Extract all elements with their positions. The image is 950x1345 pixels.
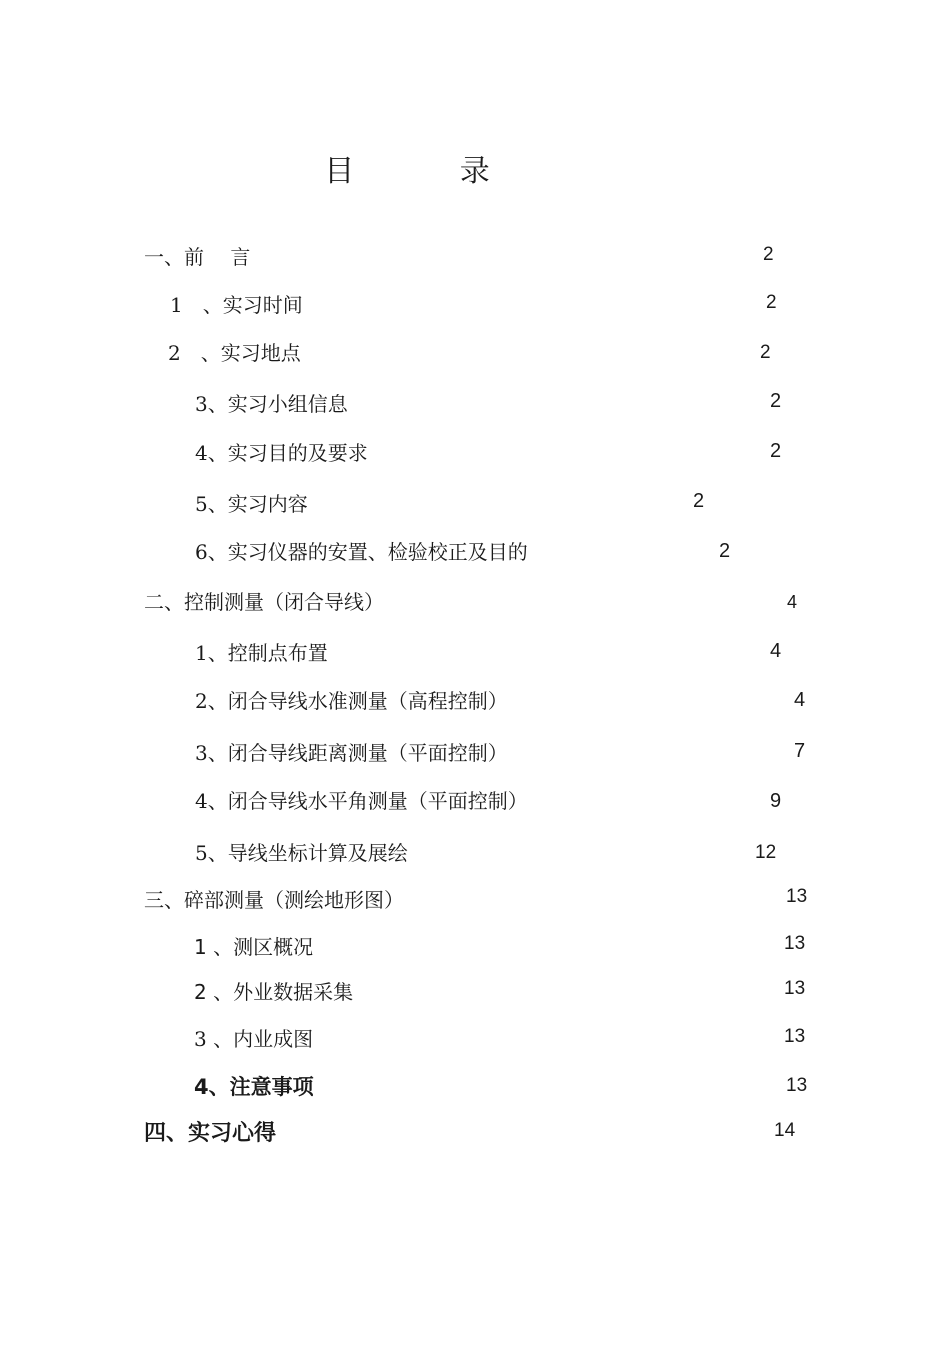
toc-entry-page: 13 bbox=[784, 933, 806, 954]
toc-entry-page: 13 bbox=[786, 886, 808, 907]
toc-entry-label: 二、控制测量（闭合导线） bbox=[144, 590, 384, 614]
toc-entry-label: 3、实习小组信息 bbox=[195, 392, 348, 416]
toc-entry-label: 1 、实习时间 bbox=[170, 293, 303, 317]
toc-entry-label: 1 、测区概况 bbox=[194, 935, 314, 959]
toc-entry-label: 4、闭合导线水平角测量（平面控制） bbox=[195, 789, 528, 813]
toc-entry-label: 3、闭合导线距离测量（平面控制） bbox=[195, 741, 508, 765]
toc-entry-page: 2 bbox=[719, 540, 731, 562]
toc-entry-label: 三、碎部测量（测绘地形图） bbox=[144, 888, 404, 912]
toc-title: 目 录 bbox=[324, 154, 538, 189]
toc-entry-label: 5、导线坐标计算及展绘 bbox=[195, 841, 408, 865]
toc-entry-page: 4 bbox=[787, 592, 798, 612]
toc-entry-page: 13 bbox=[784, 1026, 806, 1047]
toc-entry-label: 1、控制点布置 bbox=[195, 641, 328, 665]
toc-entry-label: 一、前 言 bbox=[144, 245, 251, 269]
toc-entry-page: 4 bbox=[770, 640, 782, 662]
toc-entry-label: 6、实习仪器的安置、检验校正及目的 bbox=[195, 540, 528, 564]
toc-entry-page: 2 bbox=[760, 342, 771, 363]
toc-entry-page: 14 bbox=[774, 1120, 796, 1141]
toc-entry-label: 4、注意事项 bbox=[194, 1075, 314, 1099]
toc-entry-page: 2 bbox=[763, 244, 774, 265]
toc-entry-label: 四、实习心得 bbox=[144, 1121, 277, 1146]
toc-entry-page: 4 bbox=[794, 689, 806, 711]
toc-entry-label: 5、实习内容 bbox=[195, 492, 308, 516]
toc-entry-page: 9 bbox=[770, 790, 782, 812]
toc-entry-label: 2 、实习地点 bbox=[168, 341, 301, 365]
toc-entry-page: 2 bbox=[770, 390, 782, 412]
toc-entry-page: 2 bbox=[770, 440, 782, 462]
toc-entry-label: 4、实习目的及要求 bbox=[195, 441, 368, 465]
toc-entry-page: 12 bbox=[755, 842, 777, 863]
toc-entry-label: 2 、外业数据采集 bbox=[194, 980, 354, 1004]
toc-entry-label: 3 、内业成图 bbox=[194, 1027, 314, 1051]
toc-entry-page: 13 bbox=[784, 978, 806, 999]
toc-entry-page: 2 bbox=[766, 292, 777, 313]
toc-entry-page: 13 bbox=[786, 1075, 808, 1096]
toc-entry-label: 2、闭合导线水准测量（高程控制） bbox=[195, 689, 508, 713]
toc-entry-page: 7 bbox=[794, 740, 806, 762]
toc-entry-page: 2 bbox=[693, 490, 705, 512]
